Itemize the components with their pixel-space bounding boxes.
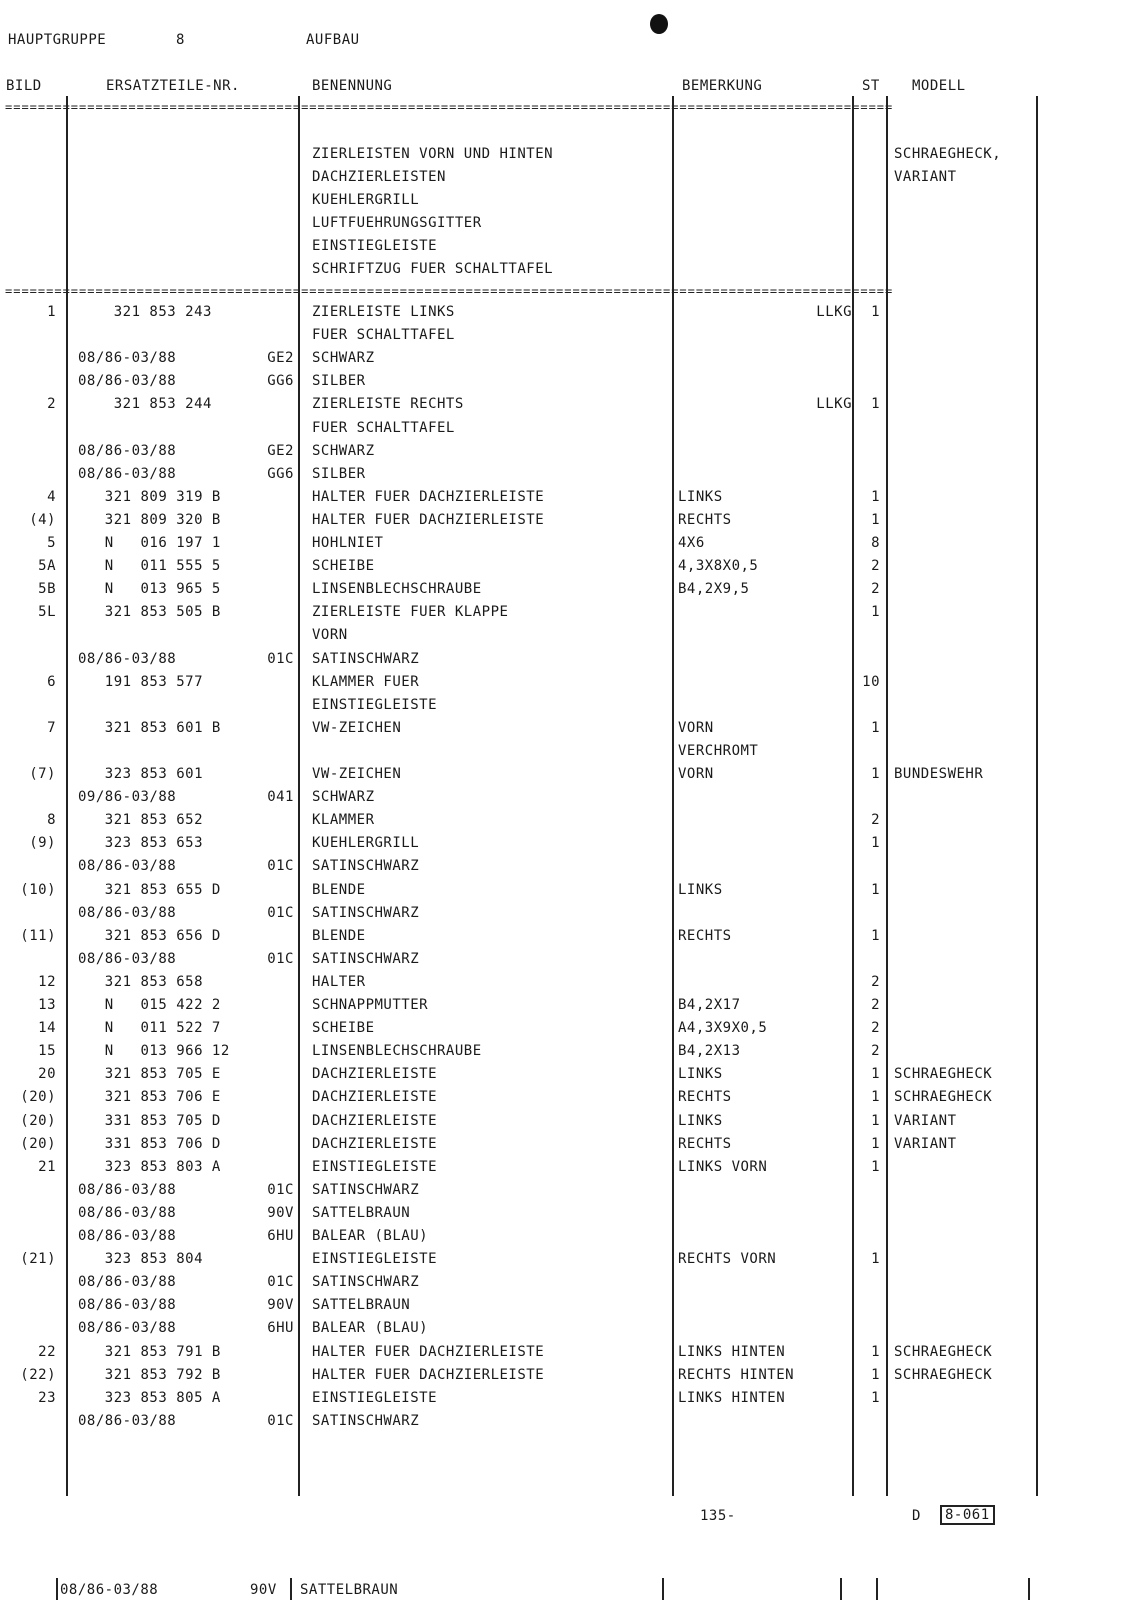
color-code-cell: 01C [267, 1274, 294, 1290]
quantity-cell: 1 [871, 1066, 880, 1082]
table-row [0, 1113, 1124, 1136]
bild-cell: 23 [38, 1390, 56, 1406]
part-number-cell: 08/86-03/88 [78, 1413, 177, 1429]
table-row [0, 558, 1124, 581]
table-row [0, 928, 1124, 951]
benennung-cell: EINSTIEGLEISTE [312, 1159, 438, 1175]
intro-benennung: DACHZIERLEISTEN [312, 169, 446, 185]
benennung-cell: SATINSCHWARZ [312, 858, 420, 874]
table-row [0, 974, 1124, 997]
table-row [0, 1043, 1124, 1066]
quantity-cell: 1 [871, 489, 880, 505]
table-row [0, 1274, 1124, 1297]
bemerkung-cell: LINKS [678, 1066, 723, 1082]
part-number-cell: 321 853 705 E [78, 1066, 221, 1082]
table-row [0, 1182, 1124, 1205]
preview-line-4 [840, 1578, 842, 1600]
part-number-cell: 321 853 652 [78, 812, 204, 828]
preview-line-2 [290, 1578, 292, 1600]
bemerkung-cell: 4,3X8X0,5 [678, 558, 759, 574]
bemerkung-cell: RECHTS [678, 928, 732, 944]
bemerkung-cell: RECHTS VORN [678, 1251, 777, 1267]
benennung-cell: SATINSCHWARZ [312, 651, 420, 667]
bemerkung-cell: LINKS VORN [678, 1159, 768, 1175]
quantity-cell: 2 [871, 581, 880, 597]
bild-cell: 2 [47, 396, 56, 412]
table-row [0, 1297, 1124, 1320]
bild-cell: (10) [20, 882, 56, 898]
benennung-cell: LINSENBLECHSCHRAUBE [312, 581, 482, 597]
quantity-cell: 1 [871, 1113, 880, 1129]
benennung-cell: SATINSCHWARZ [312, 951, 420, 967]
col-header-st: ST [862, 78, 880, 94]
table-row [0, 1367, 1124, 1390]
part-number-cell: 321 809 319 B [78, 489, 221, 505]
bemerkung-code-cell: LLKG [816, 304, 852, 320]
color-code-cell: 01C [267, 651, 294, 667]
bild-cell: 13 [38, 997, 56, 1013]
benennung-cell: KUEHLERGRILL [312, 835, 420, 851]
part-number-cell: 321 853 243 [78, 304, 212, 320]
part-number-cell: 321 853 601 B [78, 720, 221, 736]
color-code-cell: 01C [267, 858, 294, 874]
quantity-cell: 1 [871, 604, 880, 620]
intro-separator: ============================================================================================================ [5, 284, 894, 298]
part-number-cell: 323 853 805 A [78, 1390, 221, 1406]
benennung-cell: FUER SCHALTTAFEL [312, 327, 455, 343]
preview-code: 90V [250, 1582, 277, 1598]
preview-line-6 [1028, 1578, 1030, 1600]
color-code-cell: 01C [267, 905, 294, 921]
bild-cell: (20) [20, 1136, 56, 1152]
bild-cell: 20 [38, 1066, 56, 1082]
bild-cell: (22) [20, 1367, 56, 1383]
quantity-cell: 1 [871, 1367, 880, 1383]
quantity-cell: 1 [871, 304, 880, 320]
table-row [0, 697, 1124, 720]
intro-benennung: KUEHLERGRILL [312, 192, 420, 208]
group-number: 8 [176, 32, 185, 48]
preview-line-3 [662, 1578, 664, 1600]
color-code-cell: GG6 [267, 466, 294, 482]
part-number-cell: 321 853 655 D [78, 882, 221, 898]
table-row [0, 373, 1124, 396]
quantity-cell: 1 [871, 928, 880, 944]
table-row [0, 1066, 1124, 1089]
preview-line-1 [56, 1578, 58, 1600]
quantity-cell: 2 [871, 558, 880, 574]
benennung-cell: SCHWARZ [312, 443, 375, 459]
part-number-cell: 321 853 658 [78, 974, 204, 990]
benennung-cell: SCHEIBE [312, 558, 375, 574]
table-row [0, 1020, 1124, 1043]
bemerkung-cell: A4,3X9X0,5 [678, 1020, 768, 1036]
quantity-cell: 10 [862, 674, 880, 690]
color-code-cell: 01C [267, 951, 294, 967]
benennung-cell: SATINSCHWARZ [312, 1413, 420, 1429]
benennung-cell: BLENDE [312, 928, 366, 944]
table-row [0, 997, 1124, 1020]
benennung-cell: SATINSCHWARZ [312, 1274, 420, 1290]
part-number-cell: 191 853 577 [78, 674, 204, 690]
preview-line-5 [876, 1578, 878, 1600]
table-row [0, 627, 1124, 650]
part-number-cell: 321 853 244 [78, 396, 212, 412]
part-number-cell: 08/86-03/88 [78, 651, 177, 667]
benennung-cell: HALTER [312, 974, 366, 990]
benennung-cell: VW-ZEICHEN [312, 720, 402, 736]
table-row [0, 1228, 1124, 1251]
part-number-cell: N 015 422 2 [78, 997, 221, 1013]
quantity-cell: 1 [871, 1344, 880, 1360]
part-number-cell: 321 853 792 B [78, 1367, 221, 1383]
benennung-cell: SCHWARZ [312, 789, 375, 805]
part-number-cell: 323 853 803 A [78, 1159, 221, 1175]
quantity-cell: 2 [871, 997, 880, 1013]
ink-smudge [650, 14, 668, 34]
col-header-bemerkung: BEMERKUNG [682, 78, 763, 94]
table-row [0, 1413, 1124, 1436]
bemerkung-cell: LINKS [678, 882, 723, 898]
intro-item [0, 192, 1124, 215]
benennung-cell: ZIERLEISTE RECHTS [312, 396, 464, 412]
bemerkung-cell: RECHTS [678, 1136, 732, 1152]
part-number-cell: 08/86-03/88 [78, 373, 177, 389]
color-code-cell: 01C [267, 1182, 294, 1198]
table-row [0, 1390, 1124, 1413]
col-header-bild: BILD [6, 78, 42, 94]
bemerkung-cell: VORN [678, 720, 714, 736]
bild-cell: (20) [20, 1089, 56, 1105]
table-row [0, 1205, 1124, 1228]
bild-cell: 5L [38, 604, 56, 620]
table-row [0, 581, 1124, 604]
quantity-cell: 1 [871, 512, 880, 528]
benennung-cell: SATINSCHWARZ [312, 905, 420, 921]
benennung-cell: KLAMMER [312, 812, 375, 828]
benennung-cell: DACHZIERLEISTE [312, 1089, 438, 1105]
part-number-cell: N 013 965 5 [78, 581, 221, 597]
modell-cell: SCHRAEGHECK [894, 1344, 993, 1360]
bild-cell: (20) [20, 1113, 56, 1129]
benennung-cell: DACHZIERLEISTE [312, 1136, 438, 1152]
table-row [0, 443, 1124, 466]
benennung-cell: EINSTIEGLEISTE [312, 1251, 438, 1267]
preview-part: 08/86-03/88 [60, 1582, 159, 1598]
benennung-cell: SATINSCHWARZ [312, 1182, 420, 1198]
benennung-cell: HOHLNIET [312, 535, 384, 551]
bild-cell: 8 [47, 812, 56, 828]
quantity-cell: 1 [871, 720, 880, 736]
part-number-cell: N 011 522 7 [78, 1020, 221, 1036]
part-number-cell: 08/86-03/88 [78, 1228, 177, 1244]
bemerkung-cell: B4,2X17 [678, 997, 741, 1013]
benennung-cell: HALTER FUER DACHZIERLEISTE [312, 1344, 545, 1360]
color-code-cell: GE2 [267, 443, 294, 459]
table-row [0, 604, 1124, 627]
bild-cell: 22 [38, 1344, 56, 1360]
intro-modell: SCHRAEGHECK, [894, 146, 1002, 162]
benennung-cell: BALEAR (BLAU) [312, 1320, 429, 1336]
part-number-cell: N 016 197 1 [78, 535, 221, 551]
table-row [0, 812, 1124, 835]
table-row [0, 651, 1124, 674]
bild-cell: (21) [20, 1251, 56, 1267]
col-header-modell: MODELL [912, 78, 966, 94]
intro-benennung: EINSTIEGLEISTE [312, 238, 438, 254]
part-number-cell: N 011 555 5 [78, 558, 221, 574]
part-number-cell: 08/86-03/88 [78, 905, 177, 921]
part-number-cell: 331 853 706 D [78, 1136, 221, 1152]
benennung-cell: HALTER FUER DACHZIERLEISTE [312, 512, 545, 528]
table-row [0, 512, 1124, 535]
benennung-cell: SILBER [312, 466, 366, 482]
bemerkung-cell: LINKS HINTEN [678, 1344, 786, 1360]
table-row [0, 1089, 1124, 1112]
benennung-cell: SATTELBRAUN [312, 1297, 411, 1313]
col-header-part-no: ERSATZTEILE-NR. [106, 78, 240, 94]
part-number-cell: 321 853 656 D [78, 928, 221, 944]
intro-benennung: LUFTFUEHRUNGSGITTER [312, 215, 482, 231]
table-row [0, 535, 1124, 558]
benennung-cell: SCHEIBE [312, 1020, 375, 1036]
table-row [0, 327, 1124, 350]
preview-benennung: SATTELBRAUN [300, 1582, 399, 1598]
part-number-cell: 323 853 804 [78, 1251, 204, 1267]
quantity-cell: 2 [871, 812, 880, 828]
benennung-cell: HALTER FUER DACHZIERLEISTE [312, 1367, 545, 1383]
color-code-cell: GE2 [267, 350, 294, 366]
bemerkung-cell: B4,2X13 [678, 1043, 741, 1059]
intro-modell: VARIANT [894, 169, 957, 185]
modell-cell: SCHRAEGHECK [894, 1367, 993, 1383]
benennung-cell: KLAMMER FUER [312, 674, 420, 690]
table-row [0, 789, 1124, 812]
bild-cell: (4) [29, 512, 56, 528]
benennung-cell: HALTER FUER DACHZIERLEISTE [312, 489, 545, 505]
intro-item [0, 215, 1124, 238]
benennung-cell: FUER SCHALTTAFEL [312, 420, 455, 436]
benennung-cell: BLENDE [312, 882, 366, 898]
page-number: 135- [700, 1508, 736, 1524]
benennung-cell: VW-ZEICHEN [312, 766, 402, 782]
benennung-cell: EINSTIEGLEISTE [312, 697, 438, 713]
page-letter: D [912, 1508, 921, 1524]
quantity-cell: 1 [871, 1251, 880, 1267]
bemerkung-code-cell: LLKG [816, 396, 852, 412]
color-code-cell: 01C [267, 1413, 294, 1429]
bemerkung-cell: 4X6 [678, 535, 705, 551]
modell-cell: VARIANT [894, 1113, 957, 1129]
part-number-cell: 323 853 601 [78, 766, 204, 782]
bemerkung-cell: RECHTS [678, 512, 732, 528]
benennung-cell: SILBER [312, 373, 366, 389]
table-row [0, 882, 1124, 905]
bild-cell: (11) [20, 928, 56, 944]
quantity-cell: 1 [871, 835, 880, 851]
table-row [0, 396, 1124, 419]
quantity-cell: 1 [871, 1159, 880, 1175]
quantity-cell: 1 [871, 1390, 880, 1406]
benennung-cell: SATTELBRAUN [312, 1205, 411, 1221]
table-row [0, 835, 1124, 858]
color-code-cell: 90V [267, 1205, 294, 1221]
page-id: 8-061 [940, 1505, 995, 1525]
col-header-benennung: BENENNUNG [312, 78, 393, 94]
bemerkung-cell: LINKS HINTEN [678, 1390, 786, 1406]
quantity-cell: 2 [871, 974, 880, 990]
benennung-cell: ZIERLEISTE FUER KLAPPE [312, 604, 509, 620]
bild-cell: 5B [38, 581, 56, 597]
table-row [0, 1159, 1124, 1182]
bild-cell: 1 [47, 304, 56, 320]
bild-cell: 5A [38, 558, 56, 574]
part-number-cell: 08/86-03/88 [78, 951, 177, 967]
bemerkung-cell: B4,2X9,5 [678, 581, 750, 597]
table-row [0, 420, 1124, 443]
benennung-cell: SCHNAPPMUTTER [312, 997, 429, 1013]
quantity-cell: 8 [871, 535, 880, 551]
table-row [0, 1344, 1124, 1367]
benennung-cell: DACHZIERLEISTE [312, 1066, 438, 1082]
modell-cell: VARIANT [894, 1136, 957, 1152]
table-row [0, 743, 1124, 766]
intro-item [0, 261, 1124, 284]
bild-cell: 4 [47, 489, 56, 505]
color-code-cell: 6HU [267, 1228, 294, 1244]
color-code-cell: 6HU [267, 1320, 294, 1336]
bemerkung-cell: LINKS [678, 1113, 723, 1129]
quantity-cell: 1 [871, 766, 880, 782]
color-code-cell: 041 [267, 789, 294, 805]
color-code-cell: 90V [267, 1297, 294, 1313]
part-number-cell: 323 853 653 [78, 835, 204, 851]
table-row [0, 350, 1124, 373]
benennung-cell: DACHZIERLEISTE [312, 1113, 438, 1129]
intro-benennung: SCHRIFTZUG FUER SCHALTTAFEL [312, 261, 554, 277]
benennung-cell: LINSENBLECHSCHRAUBE [312, 1043, 482, 1059]
part-number-cell: 08/86-03/88 [78, 443, 177, 459]
bild-cell: 6 [47, 674, 56, 690]
part-number-cell: 321 809 320 B [78, 512, 221, 528]
part-number-cell: 08/86-03/88 [78, 1297, 177, 1313]
part-number-cell: 331 853 705 D [78, 1113, 221, 1129]
part-number-cell: 08/86-03/88 [78, 466, 177, 482]
part-number-cell: 321 853 706 E [78, 1089, 221, 1105]
quantity-cell: 2 [871, 1020, 880, 1036]
part-number-cell: 321 853 791 B [78, 1344, 221, 1360]
quantity-cell: 1 [871, 396, 880, 412]
bild-cell: 5 [47, 535, 56, 551]
part-number-cell: 09/86-03/88 [78, 789, 177, 805]
bild-cell: 7 [47, 720, 56, 736]
table-row [0, 489, 1124, 512]
color-code-cell: GG6 [267, 373, 294, 389]
bild-cell: 21 [38, 1159, 56, 1175]
bild-cell: 15 [38, 1043, 56, 1059]
bemerkung-cell: LINKS [678, 489, 723, 505]
table-row [0, 304, 1124, 327]
part-number-cell: 08/86-03/88 [78, 1320, 177, 1336]
section-title: AUFBAU [306, 32, 360, 48]
benennung-cell: EINSTIEGLEISTE [312, 1390, 438, 1406]
group-label: HAUPTGRUPPE [8, 32, 107, 48]
table-row [0, 674, 1124, 697]
part-number-cell: 08/86-03/88 [78, 1205, 177, 1221]
part-number-cell: 08/86-03/88 [78, 1182, 177, 1198]
benennung-cell: SCHWARZ [312, 350, 375, 366]
part-number-cell: 321 853 505 B [78, 604, 221, 620]
bild-cell: 12 [38, 974, 56, 990]
quantity-cell: 1 [871, 882, 880, 898]
bemerkung-cell: RECHTS [678, 1089, 732, 1105]
quantity-cell: 1 [871, 1136, 880, 1152]
bemerkung-cell: VERCHROMT [678, 743, 759, 759]
table-row [0, 858, 1124, 881]
table-row [0, 1251, 1124, 1274]
benennung-cell: BALEAR (BLAU) [312, 1228, 429, 1244]
part-number-cell: 08/86-03/88 [78, 858, 177, 874]
table-row [0, 466, 1124, 489]
modell-cell: BUNDESWEHR [894, 766, 984, 782]
table-row [0, 766, 1124, 789]
bemerkung-cell: RECHTS HINTEN [678, 1367, 795, 1383]
modell-cell: SCHRAEGHECK [894, 1066, 993, 1082]
table-row [0, 1136, 1124, 1159]
bild-cell: (9) [29, 835, 56, 851]
part-number-cell: 08/86-03/88 [78, 350, 177, 366]
intro-benennung: ZIERLEISTEN VORN UND HINTEN [312, 146, 554, 162]
bild-cell: (7) [29, 766, 56, 782]
intro-item [0, 169, 1124, 192]
modell-cell: SCHRAEGHECK [894, 1089, 993, 1105]
intro-item [0, 146, 1124, 169]
table-row [0, 720, 1124, 743]
benennung-cell: ZIERLEISTE LINKS [312, 304, 455, 320]
part-number-cell: 08/86-03/88 [78, 1274, 177, 1290]
part-number-cell: N 013 966 12 [78, 1043, 230, 1059]
bemerkung-cell: VORN [678, 766, 714, 782]
bild-cell: 14 [38, 1020, 56, 1036]
quantity-cell: 2 [871, 1043, 880, 1059]
intro-item [0, 238, 1124, 261]
table-row [0, 905, 1124, 928]
quantity-cell: 1 [871, 1089, 880, 1105]
table-row [0, 951, 1124, 974]
header-separator: ============================================================================================================ [5, 100, 894, 114]
benennung-cell: VORN [312, 627, 348, 643]
table-row [0, 1320, 1124, 1343]
